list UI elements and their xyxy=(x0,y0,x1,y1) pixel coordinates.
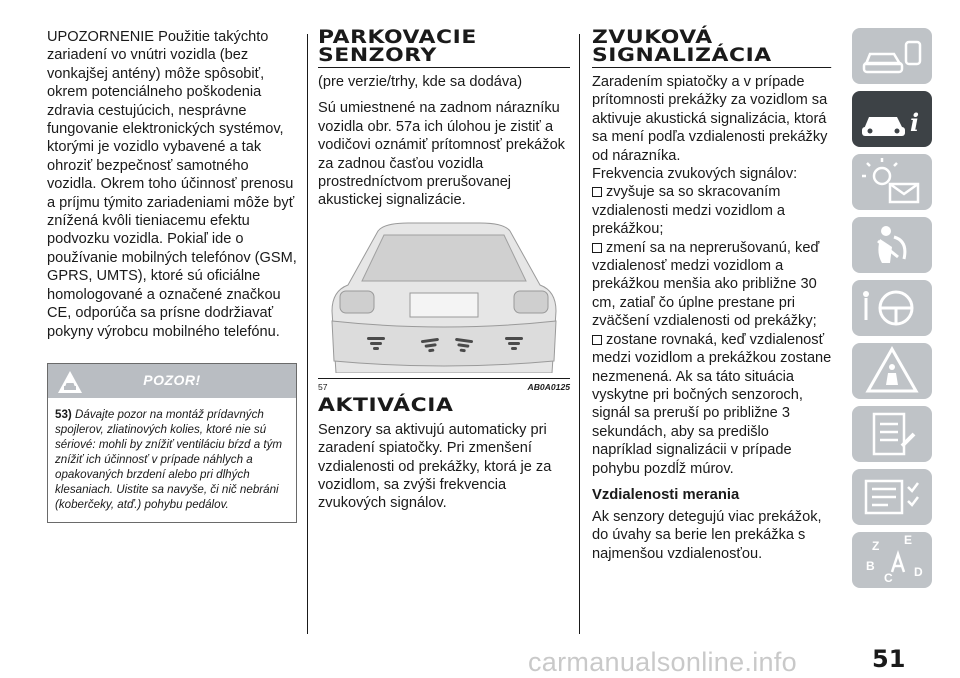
checkbox-bullet-icon xyxy=(592,187,602,197)
tab-emergency[interactable] xyxy=(852,343,932,399)
index-letter: D xyxy=(914,565,923,579)
checkbox-bullet-icon xyxy=(592,335,602,345)
tab-driving[interactable] xyxy=(852,280,932,336)
chapter-tabs xyxy=(852,28,932,595)
acoustic-intro: Zaradením spiatočky a v prípade prítomnosti prekážky za vozidlom sa aktivuje akustická signalizácia, ktorá sa mení podľa vzdialenosti prekážky od nárazníka. xyxy=(592,74,828,164)
rear-bumper-illustration xyxy=(318,221,570,373)
measurement-text: Ak senzory detegujú viac prekážok, do úvahy sa berie len prekážka s najmenšou vzdialenosťou. xyxy=(592,508,822,562)
tab-safety[interactable] xyxy=(852,217,932,273)
warning-number: 53) xyxy=(55,407,72,421)
roadside-emergency-icon xyxy=(852,343,932,399)
warning-title: POZOR! xyxy=(143,371,201,388)
warning-lights-icon xyxy=(852,154,932,210)
airbag-safety-icon xyxy=(852,217,932,273)
tab-car-key[interactable] xyxy=(852,28,932,84)
index-letter: Z xyxy=(872,539,880,553)
tab-index[interactable] xyxy=(852,532,932,588)
checkbox-bullet-icon xyxy=(592,243,602,253)
car-info-icon xyxy=(852,91,932,147)
figure-caption xyxy=(318,378,570,392)
list-item: zostane rovnaká, keď vzdialenosť medzi vozidlom a prekážkou zostane nezmenená. Ak sa táto situácia vyskytne pri bočných senzoroch, signál sa preruší po približne 3 sekundách, aby sa predišlo napríklad signalizácii v prípade pohybu pozdĺž múrov. xyxy=(592,331,832,477)
warning-body xyxy=(48,398,296,522)
warning-header xyxy=(48,364,296,398)
column-divider xyxy=(579,34,580,634)
column-2 xyxy=(318,28,570,513)
mobile-phone-warning-text: UPOZORNENIE Použitie takýchto zariadení vo vnútri vozidla (bez vonkajšej antény) môže spôsobiť, okrem potenciálneho poškodenia zdravia cestujúcich, nesprávne fungovanie elektronických systémov, ktorými je vozidlo vybavené a tak ohroziť bezpečnosť samotného vozidla. Okrem toho účinnosť prenosu a príjmu týmito zariadeniami môže byť znížená kvôli tieniacemu efektu podvozku vozidla. Pokiaľ ide o používanie mobilných telefónov (GSM, GPRS, UMTS), ktoré sú oficiálne homologované a označené značkou CE, odporúča sa prísne dodržiavať pokyny výrobcu mobilného telefónu. xyxy=(47,29,297,340)
figure-number: 57 xyxy=(318,381,328,392)
list-item: zvyšuje sa so skracovaním vzdialenosti medzi vozidlom a prekážkou; xyxy=(592,184,786,238)
tab-maintenance[interactable] xyxy=(852,406,932,462)
steering-wheel-icon xyxy=(852,280,932,336)
heading-line-2: SENZORY xyxy=(318,44,437,66)
tab-technical-data[interactable] xyxy=(852,469,932,525)
frequency-label: Frekvencia zvukových signálov: xyxy=(592,166,798,183)
tab-car-info[interactable] xyxy=(852,91,932,147)
figure-code: AB0A0125 xyxy=(527,381,570,392)
index-letter: B xyxy=(866,559,875,573)
column-divider xyxy=(307,34,308,634)
activation-text: Senzory sa aktivujú automaticky pri zaradení spiatočky. Pri zmenšení vzdialenosti od prekážky, ktorá je za vozidlom, sa zvýši frekvencia zvukových signálov. xyxy=(318,421,552,512)
index-letter: C xyxy=(884,571,893,585)
heading-line-1: PARKOVACIE xyxy=(318,26,477,48)
column-3 xyxy=(592,28,832,563)
parking-sensors-heading xyxy=(318,28,570,68)
column-1 xyxy=(47,28,297,523)
page-number: 51 xyxy=(872,645,906,673)
rear-bumper-figure xyxy=(318,221,570,392)
acoustic-signal-heading: ZVUKOVÁ SIGNALIZÁCIA xyxy=(592,28,831,68)
svg-text:i: i xyxy=(910,108,920,137)
list-item: zmení sa na neprerušovanú, keď vzdialenosť medzi vozidlom a prekážkou menšia ako približne 30 cm, zatiaľ čo úplne prestane pri zväčšení vzdialenosti od prekážky; xyxy=(592,239,820,330)
activation-heading: AKTIVÁCIA xyxy=(318,393,454,416)
warning-text: Dávajte pozor na montáž prídavných spojlerov, zliatinových kolies, ktoré nie sú sériové: mohli by znížiť ventiláciu bŕzd a tým znížiť ich účinnosť v prípade náhlych a opakovaných brzdení alebo pri dlhých klesaniach. Uistite sa navyše, či nič nebráni (koberčeky, atď.) pohybu pedálov. xyxy=(55,407,283,511)
sensors-intro: Sú umiestnené na zadnom nárazníku vozidla obr. 57a ich úlohou je zistiť a vodičovi oznámiť prítomnosť prekážok za zadnou časťou vozidla prostredníctvom prerušovanej akustickej signalizácie. xyxy=(318,100,565,209)
watermark: carmanualsonline.info xyxy=(528,647,797,677)
availability-note: (pre verzie/trhy, kde sa dodáva) xyxy=(318,74,523,90)
alphabetical-index-icon xyxy=(852,532,932,588)
car-key-icon xyxy=(852,28,932,84)
measurement-distance-subheading: Vzdialenosti merania xyxy=(592,486,740,503)
index-letter: E xyxy=(904,533,913,547)
maintenance-list-icon xyxy=(852,406,932,462)
tab-warning-lights[interactable] xyxy=(852,154,932,210)
warning-box xyxy=(47,363,297,523)
technical-data-icon xyxy=(852,469,932,525)
